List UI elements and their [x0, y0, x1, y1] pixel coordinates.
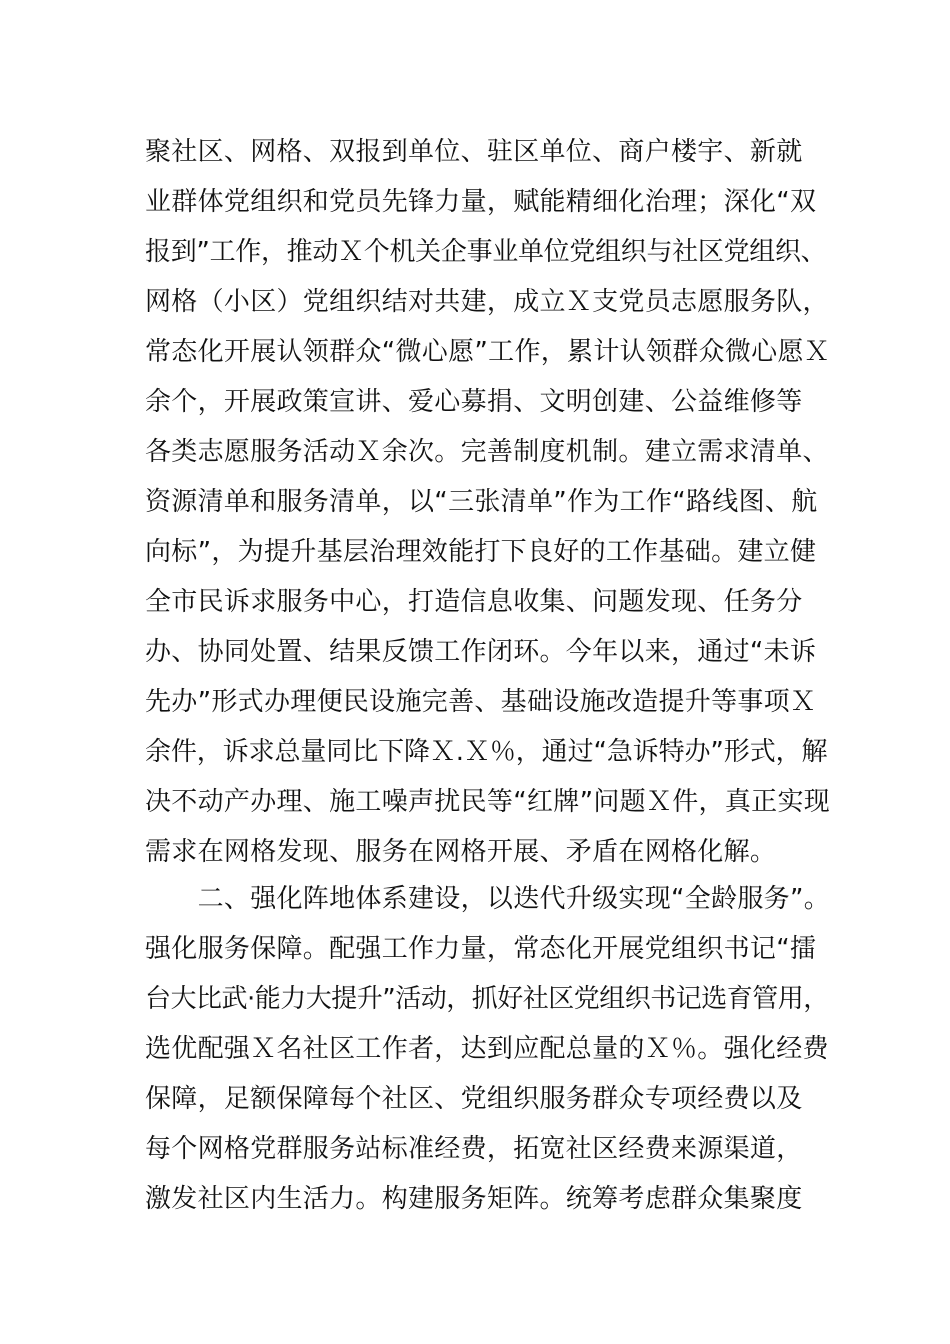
text-line: 先办”形式办理便民设施完善、基础设施改造提升等事项Ｘ — [145, 687, 817, 717]
text-line: 需求在网格发现、服务在网格开展、矛盾在网格化解。 — [145, 837, 777, 867]
text-line: 保障，足额保障每个社区、党组织服务群众专项经费以及 — [145, 1084, 803, 1114]
section-heading: 二、强化阵地体系建设，以迭代升级实现“全龄服务”。 — [145, 884, 831, 914]
text-line: 各类志愿服务活动Ｘ余次。完善制度机制。建立需求清单、 — [145, 437, 829, 467]
text-line: 资源清单和服务清单，以“三张清单”作为工作“路线图、航 — [145, 487, 818, 517]
text-line: 业群体党组织和党员先锋力量，赋能精细化治理；深化“双 — [145, 187, 817, 217]
text-line: 选优配强Ｘ名社区工作者，达到应配总量的Ｘ％。强化经费 — [145, 1034, 829, 1064]
text-line: 余件，诉求总量同比下降Ｘ.Ｘ％，通过“急诉特办”形式，解 — [145, 737, 828, 767]
text-line: 决不动产办理、施工噪声扰民等“红牌”问题Ｘ件，真正实现 — [145, 787, 831, 817]
text-line: 全市民诉求服务中心，打造信息收集、问题发现、任务分 — [145, 587, 803, 617]
text-line: 聚社区、网格、双报到单位、驻区单位、商户楼宇、新就 — [145, 137, 803, 167]
text-line: 向标”，为提升基层治理效能打下良好的工作基础。建立健 — [145, 537, 817, 567]
text-line: 激发社区内生活力。构建服务矩阵。统筹考虑群众集聚度 — [145, 1184, 803, 1214]
text-line: 强化服务保障。配强工作力量，常态化开展党组织书记“擂 — [145, 934, 817, 964]
text-line: 网格（小区）党组织结对共建，成立Ｘ支党员志愿服务队， — [145, 287, 829, 317]
text-line: 每个网格党群服务站标准经费，拓宽社区经费来源渠道， — [145, 1134, 803, 1164]
text-line: 台大比武·能力大提升”活动，抓好社区党组织书记选育管用， — [145, 984, 829, 1014]
text-line: 常态化开展认领群众“微心愿”工作，累计认领群众微心愿Ｘ — [145, 337, 831, 367]
text-line: 报到”工作，推动Ｘ个机关企事业单位党组织与社区党组织、 — [145, 237, 827, 267]
text-line: 办、协同处置、结果反馈工作闭环。今年以来，通过“未诉 — [145, 637, 817, 667]
text-line: 余个，开展政策宣讲、爱心募捐、文明创建、公益维修等 — [145, 387, 803, 417]
